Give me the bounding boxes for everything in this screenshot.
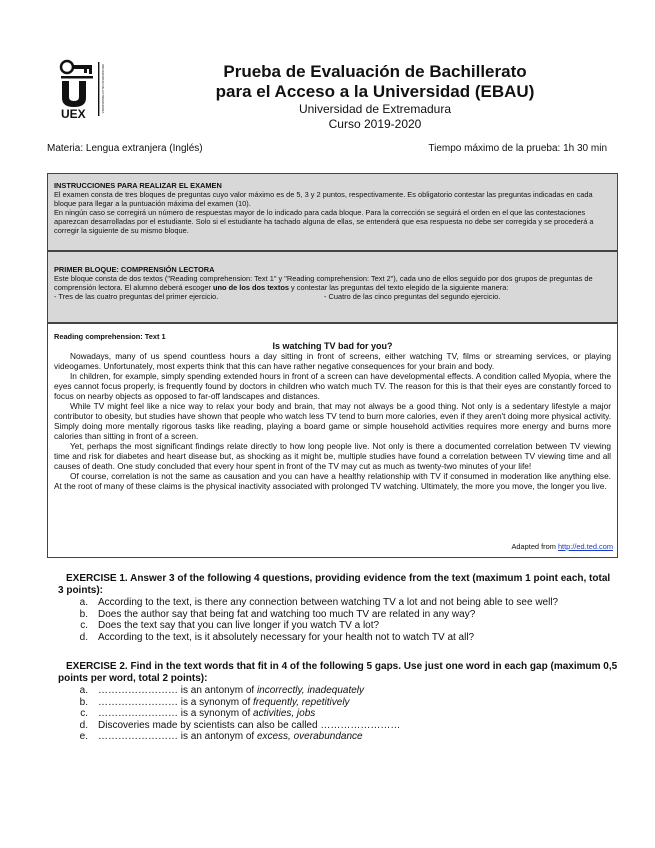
source-link[interactable]: http://ed.ted.com xyxy=(557,542,613,551)
item-key: d. xyxy=(79,719,88,731)
item-key: c. xyxy=(80,708,88,719)
item-emphasis: excess, overabundance xyxy=(256,731,363,742)
reading-label: Reading comprehension: Text 1 xyxy=(54,332,166,341)
exercise-1-list xyxy=(58,597,618,643)
item-text: Does the author say that being fat and watching too much TV are related in any way? xyxy=(98,608,476,620)
exercise-1-prompt: EXERCISE 1. Answer 3 of the following 4 questions, providing evidence from the text (maximum 1 point each, total 3 points): xyxy=(58,573,611,596)
exercise-2 xyxy=(58,661,618,743)
item-key: a. xyxy=(79,685,88,696)
exam-title-line2: para el Acceso a la Universidad (EBAU) xyxy=(215,82,535,101)
logo-vertical-text: UNIVERSIDAD DE EXTREMADURA xyxy=(101,64,105,114)
exercise-2-list xyxy=(58,685,618,743)
item-key: e. xyxy=(79,731,88,742)
item-text: …………………… is a synonym of xyxy=(98,708,254,719)
item-emphasis: frequently, repetitively xyxy=(253,696,350,708)
list-item xyxy=(58,720,618,732)
subject-label: Materia: Lengua extranjera (Inglés) xyxy=(47,143,203,154)
block1-bullet: - Cuatro de las cinco preguntas del segundo ejercicio. xyxy=(324,292,501,301)
list-item xyxy=(58,697,618,709)
item-text: …………………… is a synonym of xyxy=(98,696,254,708)
list-item xyxy=(58,597,618,609)
list-item xyxy=(58,632,618,644)
item-text: According to the text, is there any connection between watching TV a lot and not being able to see well? xyxy=(98,597,559,608)
course-year: Curso 2019-2020 xyxy=(328,117,422,131)
item-text: Does the text say that you can live longer if you watch TV a lot? xyxy=(98,620,380,631)
logo-letters: UEX xyxy=(61,107,86,121)
exercise-1 xyxy=(58,573,618,643)
item-emphasis: activities, jobs xyxy=(253,708,316,719)
reading-title: Is watching TV bad for you? xyxy=(272,341,393,351)
item-text: …………………… is an antonym of xyxy=(98,731,257,742)
exercise-2-prompt: EXERCISE 2. Find in the text words that fit in 4 of the following 5 gaps. Use just one word in each gap (maximum 0,5 points per word, total 2 points): xyxy=(58,661,618,684)
item-text: …………………… is an antonym of xyxy=(98,685,257,696)
exam-title-line1: Prueba de Evaluación de Bachillerato xyxy=(223,62,527,81)
block1-description xyxy=(54,274,611,292)
reading-paragraph: Yet, perhaps the most significant findings relate directly to how long people live. Not only is there a documented correlation between TV viewing time and risk for diabetes and heart disease but, as shocking as it might be, multiple studies have found a correlation between TV viewing time and all causes of death. One study concluded that every hour spent in front of the TV may cut as much as twenty-two minutes of your life! xyxy=(54,441,611,471)
instructions-heading: INSTRUCCIONES PARA REALIZAR EL EXAMEN xyxy=(54,181,222,190)
university-name: Universidad de Extremadura xyxy=(298,102,452,116)
block1-heading: PRIMER BLOQUE: COMPRENSIÓN LECTORA xyxy=(54,265,215,274)
time-limit-label: Tiempo máximo de la prueba: 1h 30 min xyxy=(428,143,607,154)
block1-bullet: - Tres de las cuatro preguntas del primer ejercicio. xyxy=(54,292,219,301)
block1-text-bold: uno de los dos textos xyxy=(213,283,289,292)
block1-box xyxy=(47,251,618,323)
item-key: b. xyxy=(79,608,88,620)
list-item xyxy=(58,708,618,720)
instructions-box xyxy=(47,173,618,251)
reading-paragraph: In children, for example, simply spending extended hours in front of a screen can have developmental effects. A condition called Myopia, where the eyes cannot focus properly, is frequently found by doctors in children who watch much TV. The reason for this is that their eyes are constantly forced to focus on nearby objects as opposed to far-off landscapes and distances. xyxy=(54,371,611,401)
item-key: a. xyxy=(79,597,88,608)
item-key: c. xyxy=(80,620,88,631)
exam-header xyxy=(170,62,580,132)
list-item xyxy=(58,620,618,632)
university-logo xyxy=(58,58,104,120)
block1-text: y contestar las preguntas del texto elegido de la siguiente manera: xyxy=(288,283,509,292)
source-prefix: Adapted from xyxy=(511,542,558,551)
reading-body xyxy=(54,351,611,491)
item-text: According to the text, is it absolutely necessary for your health not to watch TV at all? xyxy=(98,631,475,643)
list-item xyxy=(58,609,618,621)
list-item xyxy=(58,731,618,743)
list-item xyxy=(58,685,618,697)
reading-paragraph: Nowadays, many of us spend countless hours a day sitting in front of screens, either watching TV, films or streaming services, or playing videogames. Unfortunately, most experts think that this can have rather negative consequences for your brain and body. xyxy=(54,351,611,371)
reading-box xyxy=(47,323,618,558)
item-key: b. xyxy=(79,696,88,708)
item-text: Discoveries made by scientists can also be called …………………… xyxy=(98,719,401,731)
block1-bullets xyxy=(54,292,611,301)
block1-text: Este bloque consta de dos textos ("Reading comprehension: Text 1" y "Reading comprehension: Text 2"), cada uno de ellos seguido por dos grupos de preguntas de comprensión lectora. El alumno deberá escoger xyxy=(54,274,593,292)
instructions-paragraph: El examen consta de tres bloques de preguntas cuyo valor máximo es de 5, 3 y 2 puntos, respectivamente. Es obligatorio contestar las preguntas indicadas en cada bloque para llegar a la puntuación máxima del examen (10). xyxy=(54,190,593,208)
reading-paragraph: Of course, correlation is not the same as causation and you can have a healthy relationship with TV if consumed in moderation like anything else. At the root of many of these claims is the physical inactivity associated with prolonged TV watching. Ultimately, the more you move, the longer you live. xyxy=(54,471,611,491)
item-key: d. xyxy=(79,631,88,643)
source-attribution xyxy=(512,542,614,551)
instructions-paragraph: En ningún caso se corregirá un número de respuestas mayor de lo indicado para cada bloque. Para la corrección se seguirá el orden en el que las contestaciones aparezcan desarrolladas por el estudiante. Solo si el estudiante ha tachado alguna de ellas, se entenderá que esa respuesta no debe ser corregida y se procederá a corregir la siguiente de su mismo bloque. xyxy=(54,208,594,235)
reading-paragraph: While TV might feel like a nice way to relax your body and brain, that may not always be a good thing. Not only is a sedentary lifestyle a major contributor to obesity, but studies have shown that people who watch less TV tend to burn more calories, even if they aren't doing more physical activity. Simply doing more mentally rigorous tasks like reading, playing a board game or simple household activities requires more energy and burns more calories than sitting in front of a screen. xyxy=(54,401,611,441)
item-emphasis: incorrectly, inadequately xyxy=(256,685,365,696)
